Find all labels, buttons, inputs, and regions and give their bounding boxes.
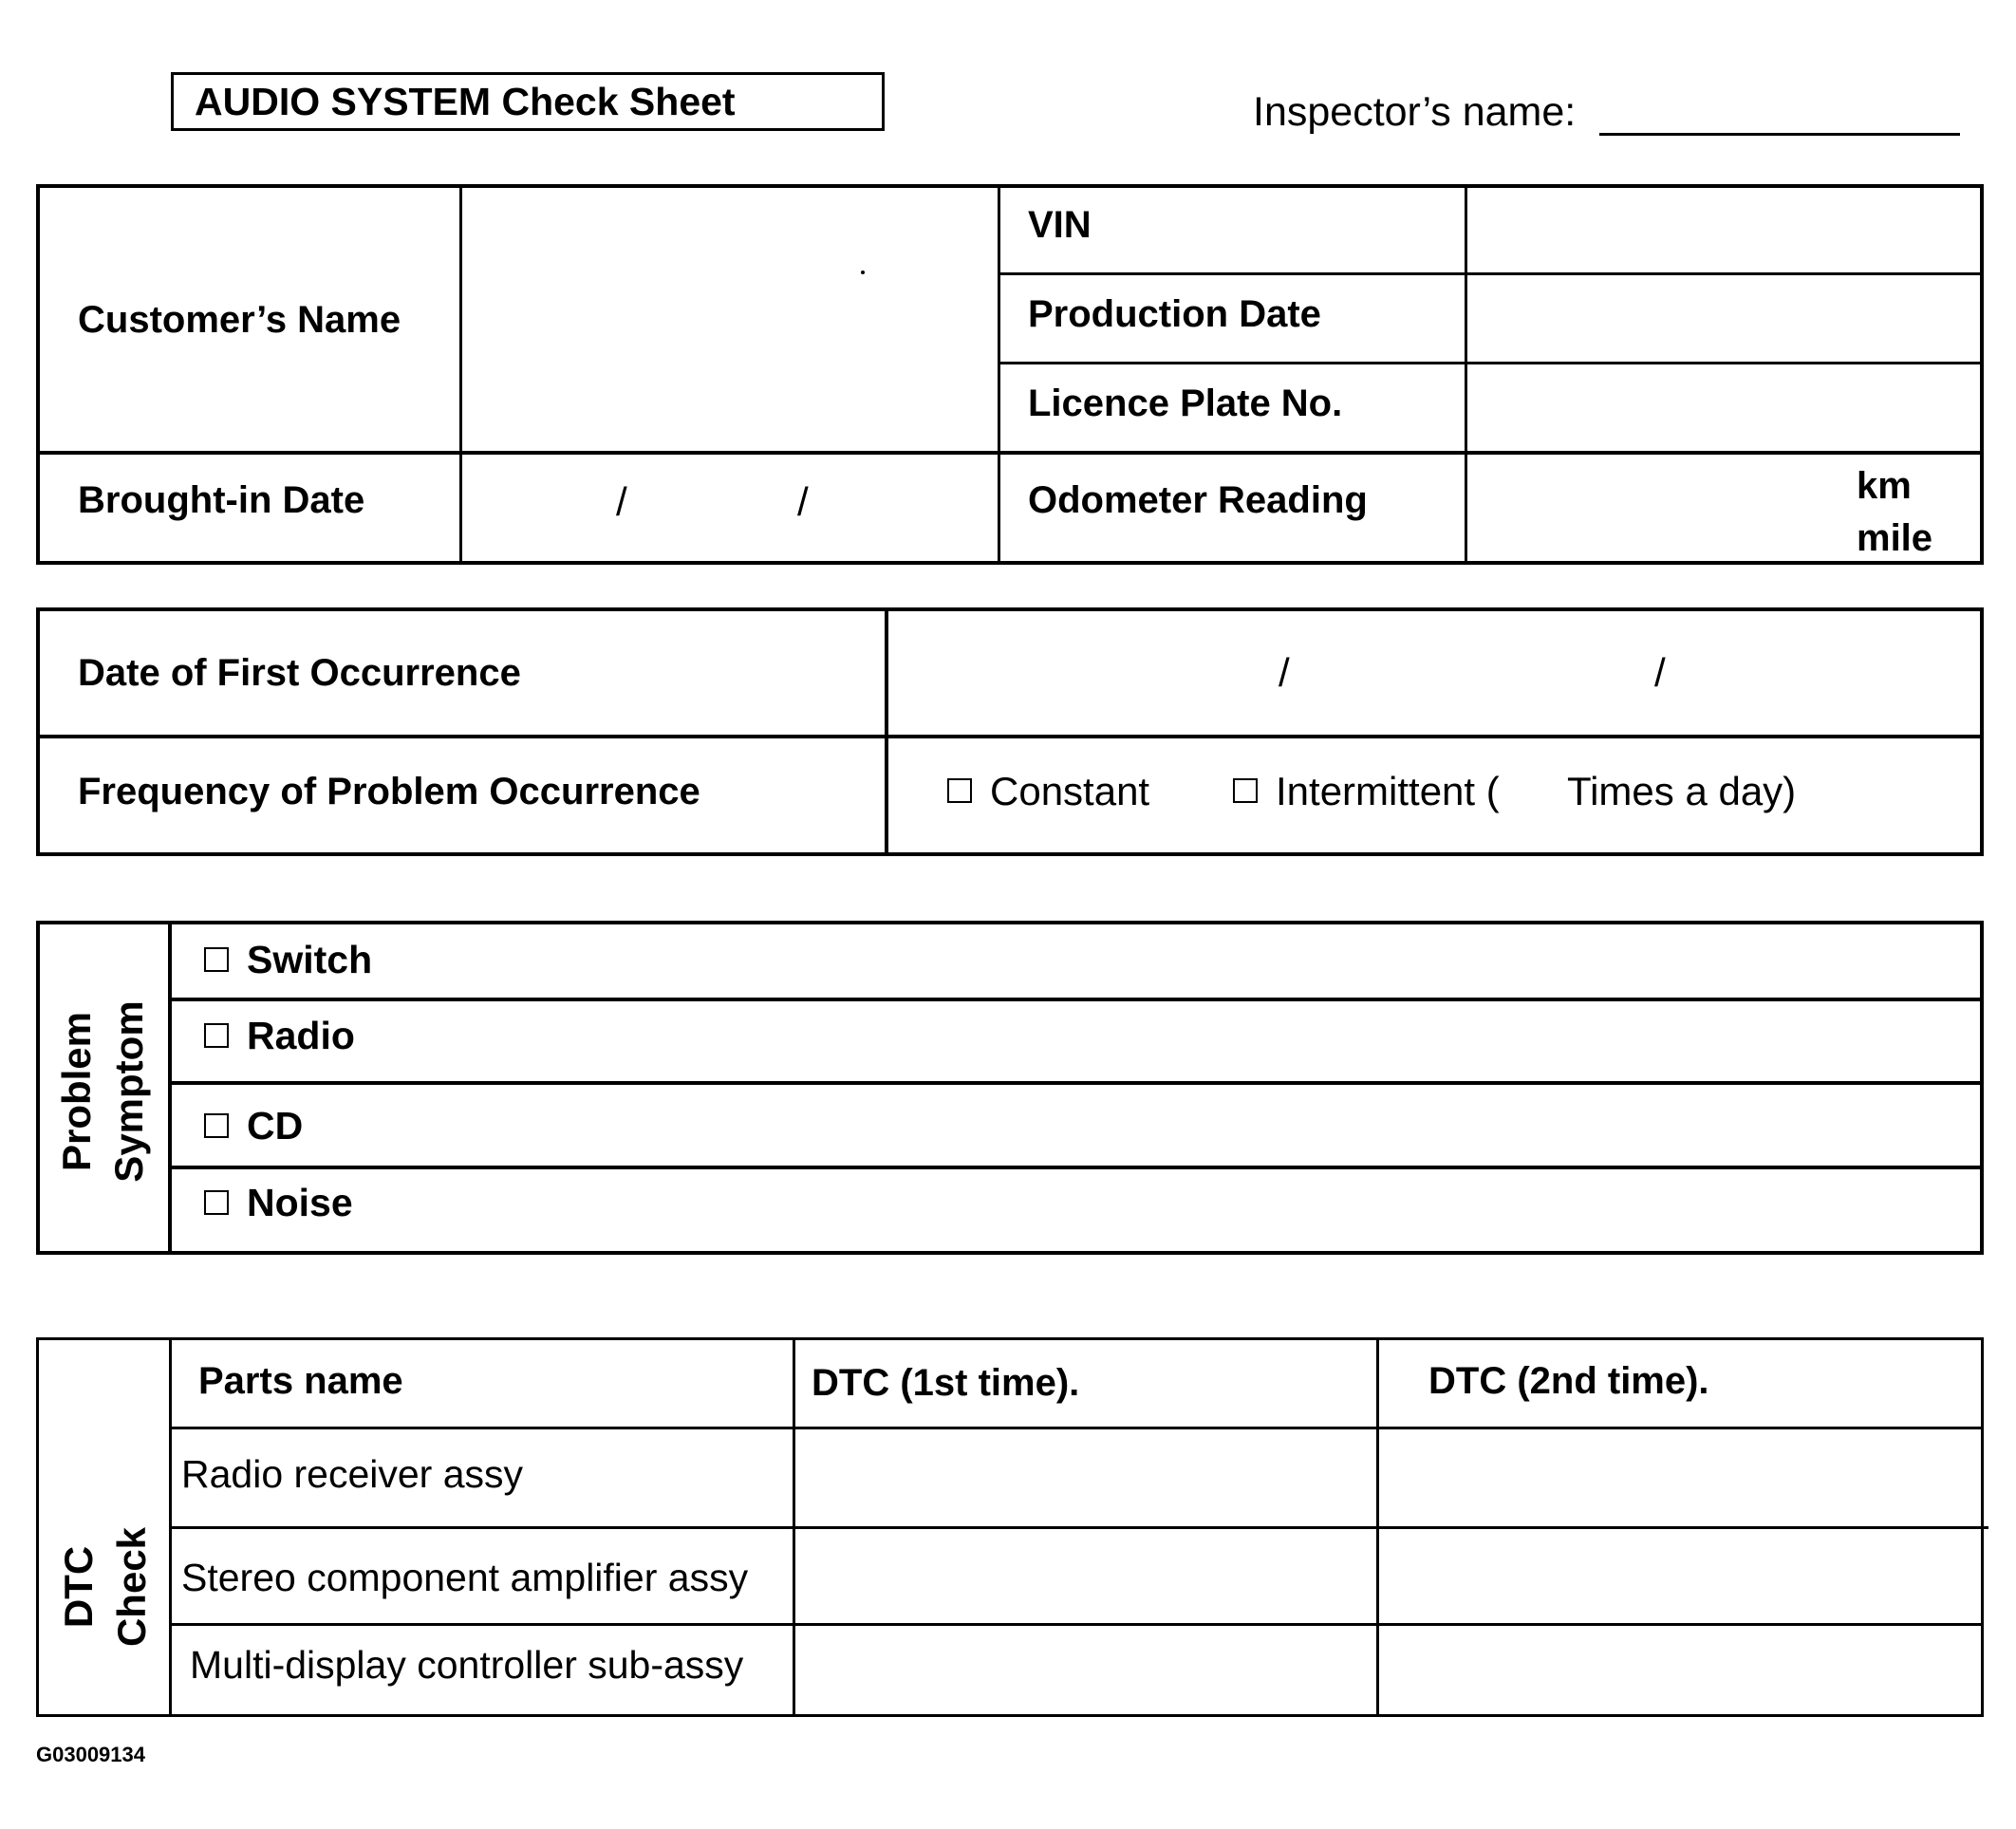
radio-checkbox[interactable]	[204, 1023, 229, 1048]
customer-name-label: Customer’s Name	[78, 299, 401, 341]
licence-plate-label: Licence Plate No.	[1028, 383, 1343, 424]
constant-checkbox[interactable]	[947, 778, 972, 803]
problem-symptom-section-label-line2: Symptom	[106, 1000, 151, 1183]
figure-code: G03009134	[36, 1743, 145, 1766]
intermittent-checkbox[interactable]	[1233, 778, 1258, 803]
switch-label: Switch	[247, 938, 373, 981]
dtc-first-time-field[interactable]	[795, 1429, 1376, 1526]
cd-checkbox[interactable]	[204, 1113, 229, 1138]
switch-checkbox[interactable]	[204, 947, 229, 972]
noise-label: Noise	[247, 1181, 353, 1224]
problem-symptom-section-label-line1: Problem	[54, 1011, 99, 1172]
noise-checkbox[interactable]	[204, 1190, 229, 1215]
parts-name-header: Parts name	[198, 1360, 403, 1402]
dtc-check-section-label-line2: Check	[109, 1526, 154, 1648]
constant-label: Constant	[990, 769, 1150, 813]
part-stereo-amplifier: Stereo component amplifier assy	[181, 1556, 749, 1599]
intermittent-label: Intermittent (	[1276, 769, 1500, 813]
stray-dot	[861, 271, 865, 274]
first-occurrence-label: Date of First Occurrence	[78, 652, 521, 694]
odometer-unit-mile: mile	[1857, 517, 1933, 559]
inspector-name-field[interactable]	[1599, 133, 1960, 136]
vin-label: VIN	[1028, 204, 1092, 246]
frequency-label: Frequency of Problem Occurrence	[78, 771, 700, 812]
dtc-second-time-field[interactable]	[1379, 1429, 1981, 1526]
odometer-reading-label: Odometer Reading	[1028, 479, 1368, 521]
date-separator: /	[1654, 650, 1666, 695]
part-radio-receiver: Radio receiver assy	[181, 1452, 524, 1496]
licence-plate-field[interactable]	[1467, 364, 1980, 451]
date-separator: /	[616, 479, 627, 524]
dtc-first-time-header: DTC (1st time).	[812, 1362, 1080, 1404]
customer-name-field[interactable]	[462, 188, 998, 451]
dtc-second-time-field[interactable]	[1379, 1626, 1981, 1714]
part-multi-display-controller: Multi-display controller sub-assy	[190, 1643, 744, 1687]
dtc-first-time-field[interactable]	[795, 1529, 1376, 1623]
radio-label: Radio	[247, 1014, 355, 1057]
cd-label: CD	[247, 1104, 304, 1148]
dtc-second-time-field[interactable]	[1379, 1529, 1981, 1623]
date-separator: /	[1279, 650, 1290, 695]
date-separator: /	[797, 479, 809, 524]
times-a-day-label: Times a day)	[1567, 769, 1797, 813]
sheet-title: AUDIO SYSTEM Check Sheet	[195, 80, 736, 123]
first-occurrence-date-field[interactable]	[888, 611, 1980, 735]
production-date-label: Production Date	[1028, 293, 1321, 335]
dtc-second-time-header: DTC (2nd time).	[1428, 1360, 1709, 1402]
brought-in-date-label: Brought-in Date	[78, 479, 365, 521]
times-a-day-field[interactable]	[1504, 765, 1561, 818]
vin-field[interactable]	[1467, 188, 1980, 272]
inspector-name-label: Inspector’s name:	[1253, 89, 1577, 135]
odometer-unit-km: km	[1857, 465, 1912, 507]
dtc-first-time-field[interactable]	[795, 1626, 1376, 1714]
dtc-check-section-label-line1: DTC	[56, 1545, 101, 1629]
brought-in-date-field[interactable]	[462, 455, 998, 561]
production-date-field[interactable]	[1467, 275, 1980, 362]
